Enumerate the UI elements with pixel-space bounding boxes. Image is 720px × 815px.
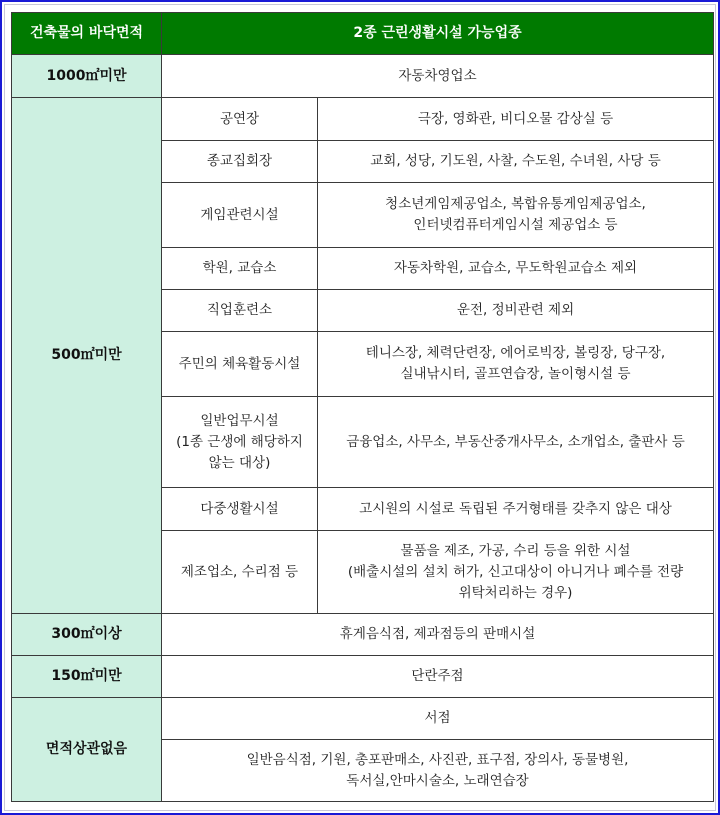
uses-cell: 서점 bbox=[162, 698, 714, 740]
header-row bbox=[12, 13, 714, 55]
detail-line: 청소년게임제공업소, 복합유통게임제공업소, bbox=[385, 196, 646, 212]
category-cell: 종교집회장 bbox=[162, 141, 318, 183]
category-cell: 게임관련시설 bbox=[162, 183, 318, 248]
table-row bbox=[12, 55, 714, 98]
area-label-1000: 1000㎡미만 bbox=[12, 55, 162, 98]
header-uses: 2종 근린생활시설 가능업종 bbox=[162, 13, 714, 55]
uses-cell: 단란주점 bbox=[162, 656, 714, 698]
category-cell: 제조업소, 수리점 등 bbox=[162, 531, 318, 614]
detail-cell: 운전, 정비관련 제외 bbox=[318, 290, 714, 332]
category-line: 않는 대상) bbox=[208, 454, 271, 471]
detail-line: 물품을 제조, 가공, 수리 등을 위한 시설 bbox=[400, 542, 631, 559]
table-row bbox=[12, 656, 714, 698]
detail-cell: 자동차학원, 교습소, 무도학원교습소 제외 bbox=[318, 248, 714, 290]
zoning-table bbox=[11, 12, 714, 802]
uses-line: 독서실,안마시술소, 노래연습장 bbox=[346, 772, 529, 789]
detail-line: (배출시설의 설치 허가, 신고대상이 아니거나 폐수를 전량 bbox=[347, 563, 684, 580]
table-row bbox=[12, 614, 714, 656]
detail-line: 실내낚시터, 골프연습장, 놀이형시설 등 bbox=[400, 366, 631, 382]
detail-line: 인터넷컴퓨터게임시설 제공업소 등 bbox=[413, 217, 618, 233]
area-label-500: 500㎡미만 bbox=[12, 98, 162, 614]
detail-cell bbox=[318, 183, 714, 248]
category-cell: 주민의 체육활동시설 bbox=[162, 332, 318, 397]
uses-line: 일반음식점, 기원, 총포판매소, 사진관, 표구점, 장의사, 동물병원, bbox=[246, 751, 629, 768]
category-cell: 다중생활시설 bbox=[162, 488, 318, 531]
category-cell: 학원, 교습소 bbox=[162, 248, 318, 290]
uses-cell: 휴게음식점, 제과점등의 판매시설 bbox=[162, 614, 714, 656]
category-line: 일반업무시설 bbox=[200, 412, 279, 429]
category-cell: 직업훈련소 bbox=[162, 290, 318, 332]
category-line: (1종 근생에 해당하지 bbox=[176, 433, 303, 450]
table-row bbox=[12, 98, 714, 141]
area-label-150: 150㎡미만 bbox=[12, 656, 162, 698]
uses-cell: 자동차영업소 bbox=[162, 55, 714, 98]
table-row bbox=[12, 698, 714, 740]
detail-cell bbox=[318, 531, 714, 614]
detail-line: 테니스장, 체력단련장, 에어로빅장, 볼링장, 당구장, bbox=[365, 345, 666, 361]
detail-cell: 금융업소, 사무소, 부동산중개사무소, 소개업소, 출판사 등 bbox=[318, 397, 714, 488]
area-label-any: 면적상관없음 bbox=[12, 698, 162, 802]
area-label-300: 300㎡이상 bbox=[12, 614, 162, 656]
detail-cell: 극장, 영화관, 비디오물 감상실 등 bbox=[318, 98, 714, 141]
header-area: 건축물의 바닥면적 bbox=[12, 13, 162, 55]
category-cell: 공연장 bbox=[162, 98, 318, 141]
detail-cell: 고시원의 시설로 독립된 주거형태를 갖추지 않은 대상 bbox=[318, 488, 714, 531]
uses-cell bbox=[162, 740, 714, 802]
detail-cell: 교회, 성당, 기도원, 사찰, 수도원, 수녀원, 사당 등 bbox=[318, 141, 714, 183]
detail-cell bbox=[318, 332, 714, 397]
detail-line: 위탁처리하는 경우) bbox=[458, 584, 573, 601]
category-cell bbox=[162, 397, 318, 488]
